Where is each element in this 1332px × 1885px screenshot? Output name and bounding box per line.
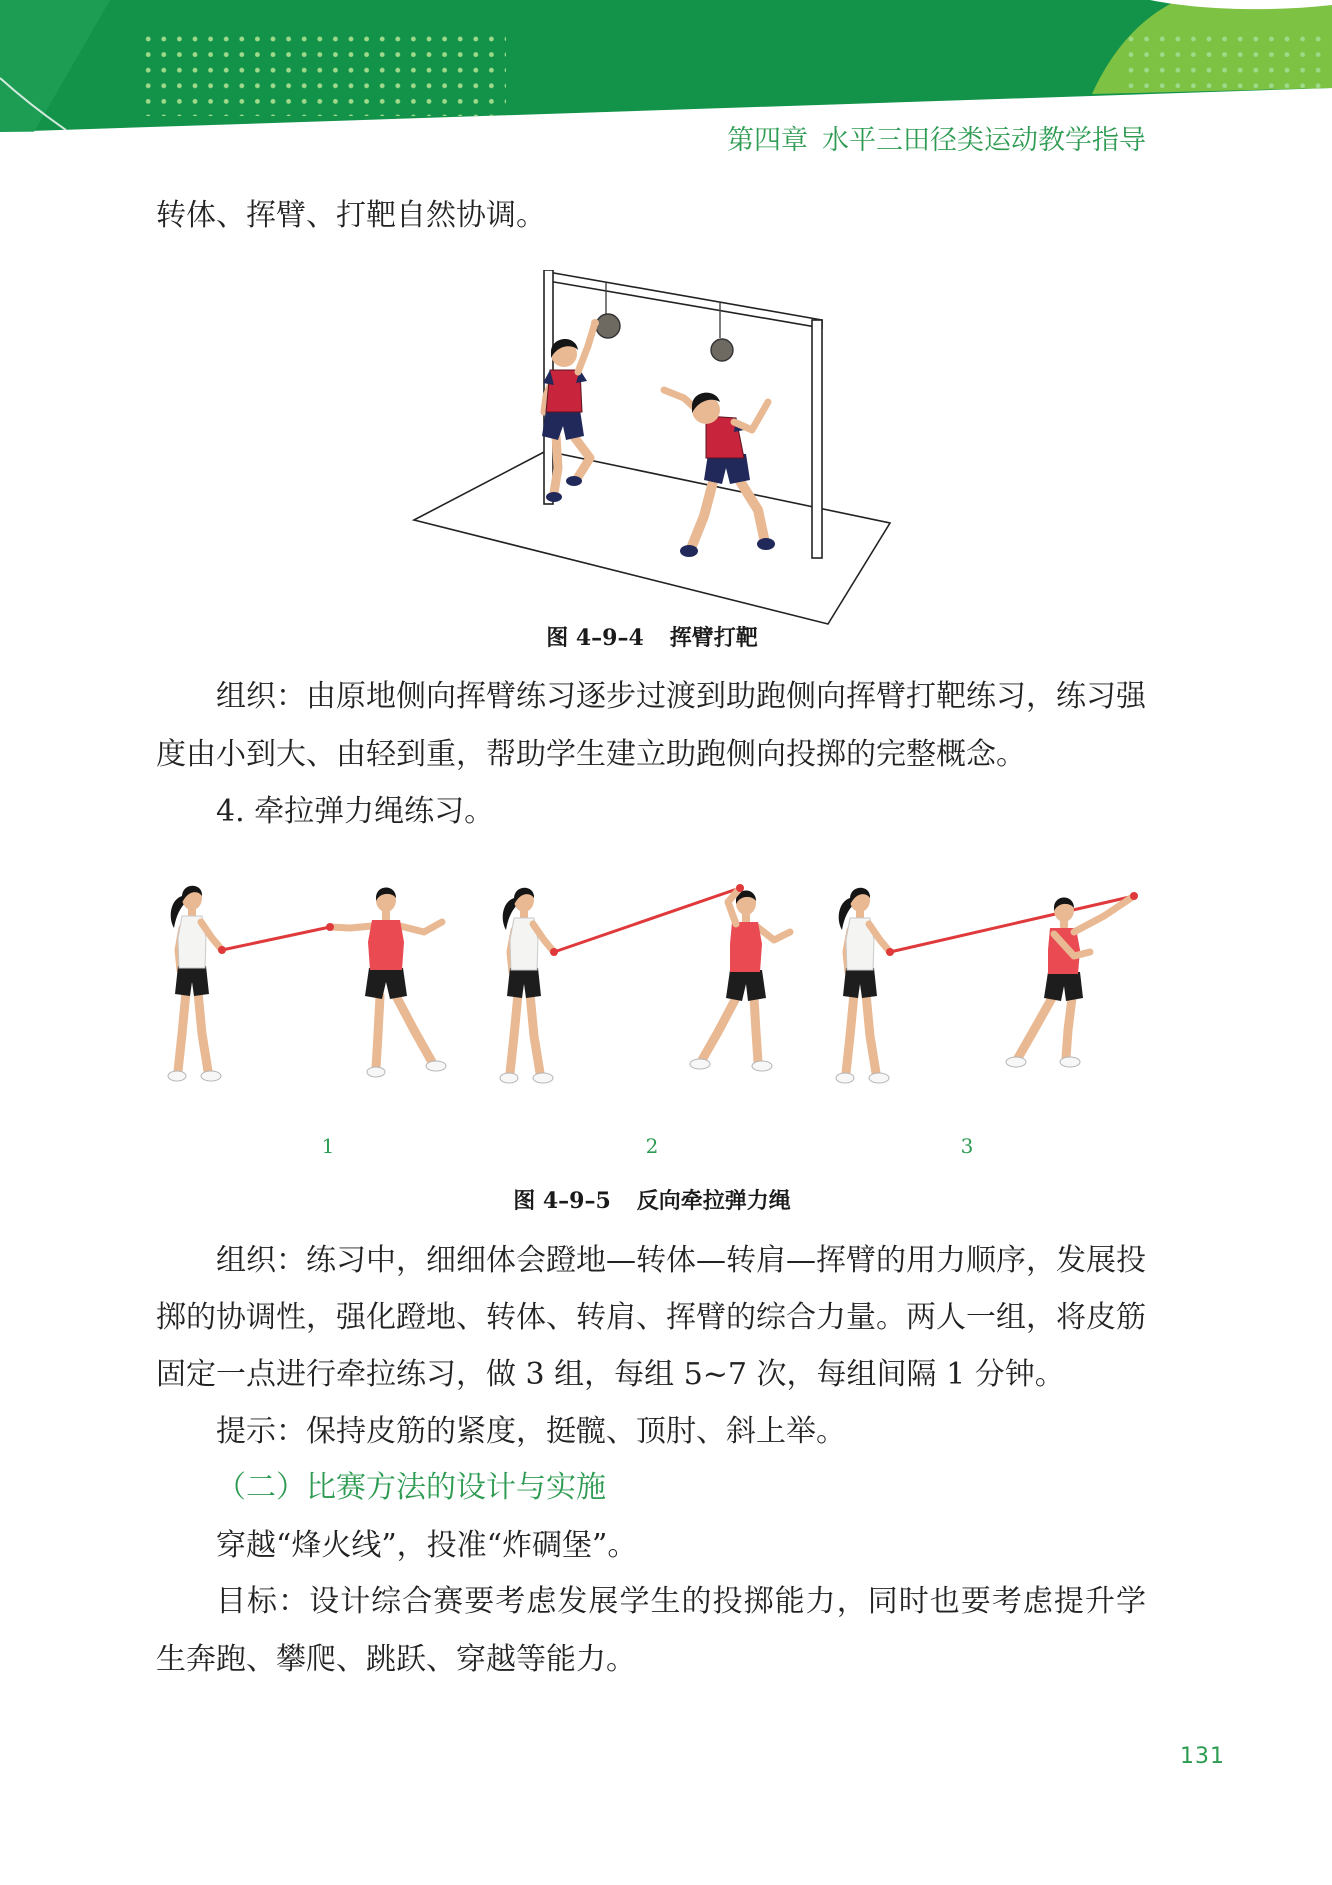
organization-1-line-2: 度由小到大、由轻到重，帮助学生建立助跑侧向投掷的完整概念。	[156, 737, 1026, 772]
ball	[711, 339, 733, 361]
organization-1-line-1: 组织：由原地侧向挥臂练习逐步过渡到助跑侧向挥臂打靶练习，练习强	[216, 679, 1146, 714]
right-post	[812, 320, 822, 558]
figure-4-9-5-title: 反向牵拉弹力绳	[636, 1188, 791, 1214]
shoe	[680, 545, 698, 557]
shorts	[542, 410, 584, 440]
front-leg	[738, 478, 764, 538]
forward-arm	[756, 926, 790, 940]
step-2-pair	[500, 884, 790, 1083]
figure-4-9-4-label: 图 4–9–4	[546, 625, 644, 651]
right-leg	[396, 996, 432, 1062]
goal-line-1: 目标：设计综合赛要考虑发展学生的投掷能力，同时也要考虑提升学	[216, 1584, 1146, 1619]
red-tank-top	[730, 922, 762, 972]
figure-4-9-4-illustration	[408, 270, 898, 630]
dot-grid-right	[1124, 30, 1329, 88]
organization-2-line-2: 掷的协调性，强化蹬地、转体、转肩、挥臂的综合力量。两人一组，将皮筋	[156, 1300, 1146, 1335]
shorts	[726, 970, 766, 1001]
step-1-pair	[168, 886, 446, 1081]
shorts	[365, 968, 407, 999]
chapter-name: 水平三田径类运动教学指导	[822, 125, 1146, 156]
shoe	[566, 476, 582, 486]
front-leg	[754, 998, 758, 1062]
figure-4-9-4-title: 挥臂打靶	[669, 625, 758, 651]
straight-leg	[554, 436, 558, 493]
chapter-title	[727, 127, 1146, 155]
tip-text: 提示：保持皮筋的紧度，挺髋、顶肘、斜上举。	[216, 1414, 846, 1449]
figure-4-9-5-caption	[352, 1189, 952, 1213]
crossbar	[548, 272, 822, 328]
back-leg	[692, 478, 714, 546]
step-3-pair	[836, 888, 1138, 1083]
hitting-arm	[578, 326, 594, 372]
organization-2-line-1: 组织：练习中，细细体会蹬地—转体—转肩—挥臂的用力顺序，发展投	[216, 1243, 1146, 1278]
band-wrap	[326, 923, 334, 931]
band-wrap	[1130, 892, 1138, 900]
chapter-number: 第四章	[727, 125, 808, 156]
thrower-boy-1	[326, 888, 446, 1078]
elastic-band	[554, 888, 740, 952]
student-swinging	[664, 390, 775, 557]
band-wrap	[736, 884, 744, 892]
shoe	[426, 1061, 446, 1071]
shoe	[690, 1059, 710, 1069]
figure-4-9-5-label: 图 4–9–5	[513, 1188, 611, 1214]
exercise-4-title: 4. 牵拉弹力绳练习。	[216, 794, 495, 829]
step-label-1: 1	[321, 1134, 335, 1158]
shoe	[367, 1067, 385, 1077]
shoe	[1006, 1057, 1026, 1067]
bent-leg	[572, 434, 590, 477]
swinging-arm	[734, 402, 768, 430]
ball	[596, 314, 620, 338]
red-tank-top	[368, 920, 404, 970]
shorts	[1044, 972, 1083, 1001]
hand	[591, 319, 599, 327]
step-label-2: 2	[645, 1134, 659, 1158]
band-arm	[330, 926, 372, 928]
left-leg	[376, 996, 380, 1068]
elastic-band	[890, 896, 1134, 952]
figure-4-9-4-caption	[352, 626, 952, 650]
anchor-girl-2	[500, 888, 558, 1083]
back-leg	[702, 998, 736, 1060]
shoe	[757, 538, 775, 550]
intro-line: 转体、挥臂、打靶自然协调。	[156, 198, 546, 233]
elastic-band	[222, 927, 330, 950]
page-number: 131	[1180, 1744, 1225, 1769]
front-leg	[1066, 998, 1072, 1058]
anchor-girl-3	[836, 888, 894, 1083]
header-banner	[0, 0, 1332, 140]
shoe	[752, 1061, 772, 1071]
shoe	[546, 492, 562, 502]
back-leg	[1018, 998, 1052, 1058]
anchor-girl-1	[168, 886, 226, 1081]
organization-2-line-3: 固定一点进行牵拉练习，做 3 组，每组 5~7 次，每组间隔 1 分钟。	[156, 1357, 1065, 1392]
step-label-3: 3	[960, 1134, 974, 1158]
thrower-boy-3	[1006, 892, 1138, 1067]
goal-line-2: 生奔跑、攀爬、跳跃、穿越等能力。	[156, 1642, 636, 1677]
dot-grid-left	[138, 30, 506, 116]
figure-4-9-5-photos	[150, 870, 1150, 1100]
shoe	[1060, 1057, 1080, 1067]
bent-arm	[400, 922, 442, 932]
section-heading: （二）比赛方法的设计与实施	[216, 1470, 606, 1505]
game-name: 穿越“烽火线”，投准“炸碉堡”。	[216, 1528, 638, 1563]
thrower-boy-2	[690, 884, 790, 1071]
